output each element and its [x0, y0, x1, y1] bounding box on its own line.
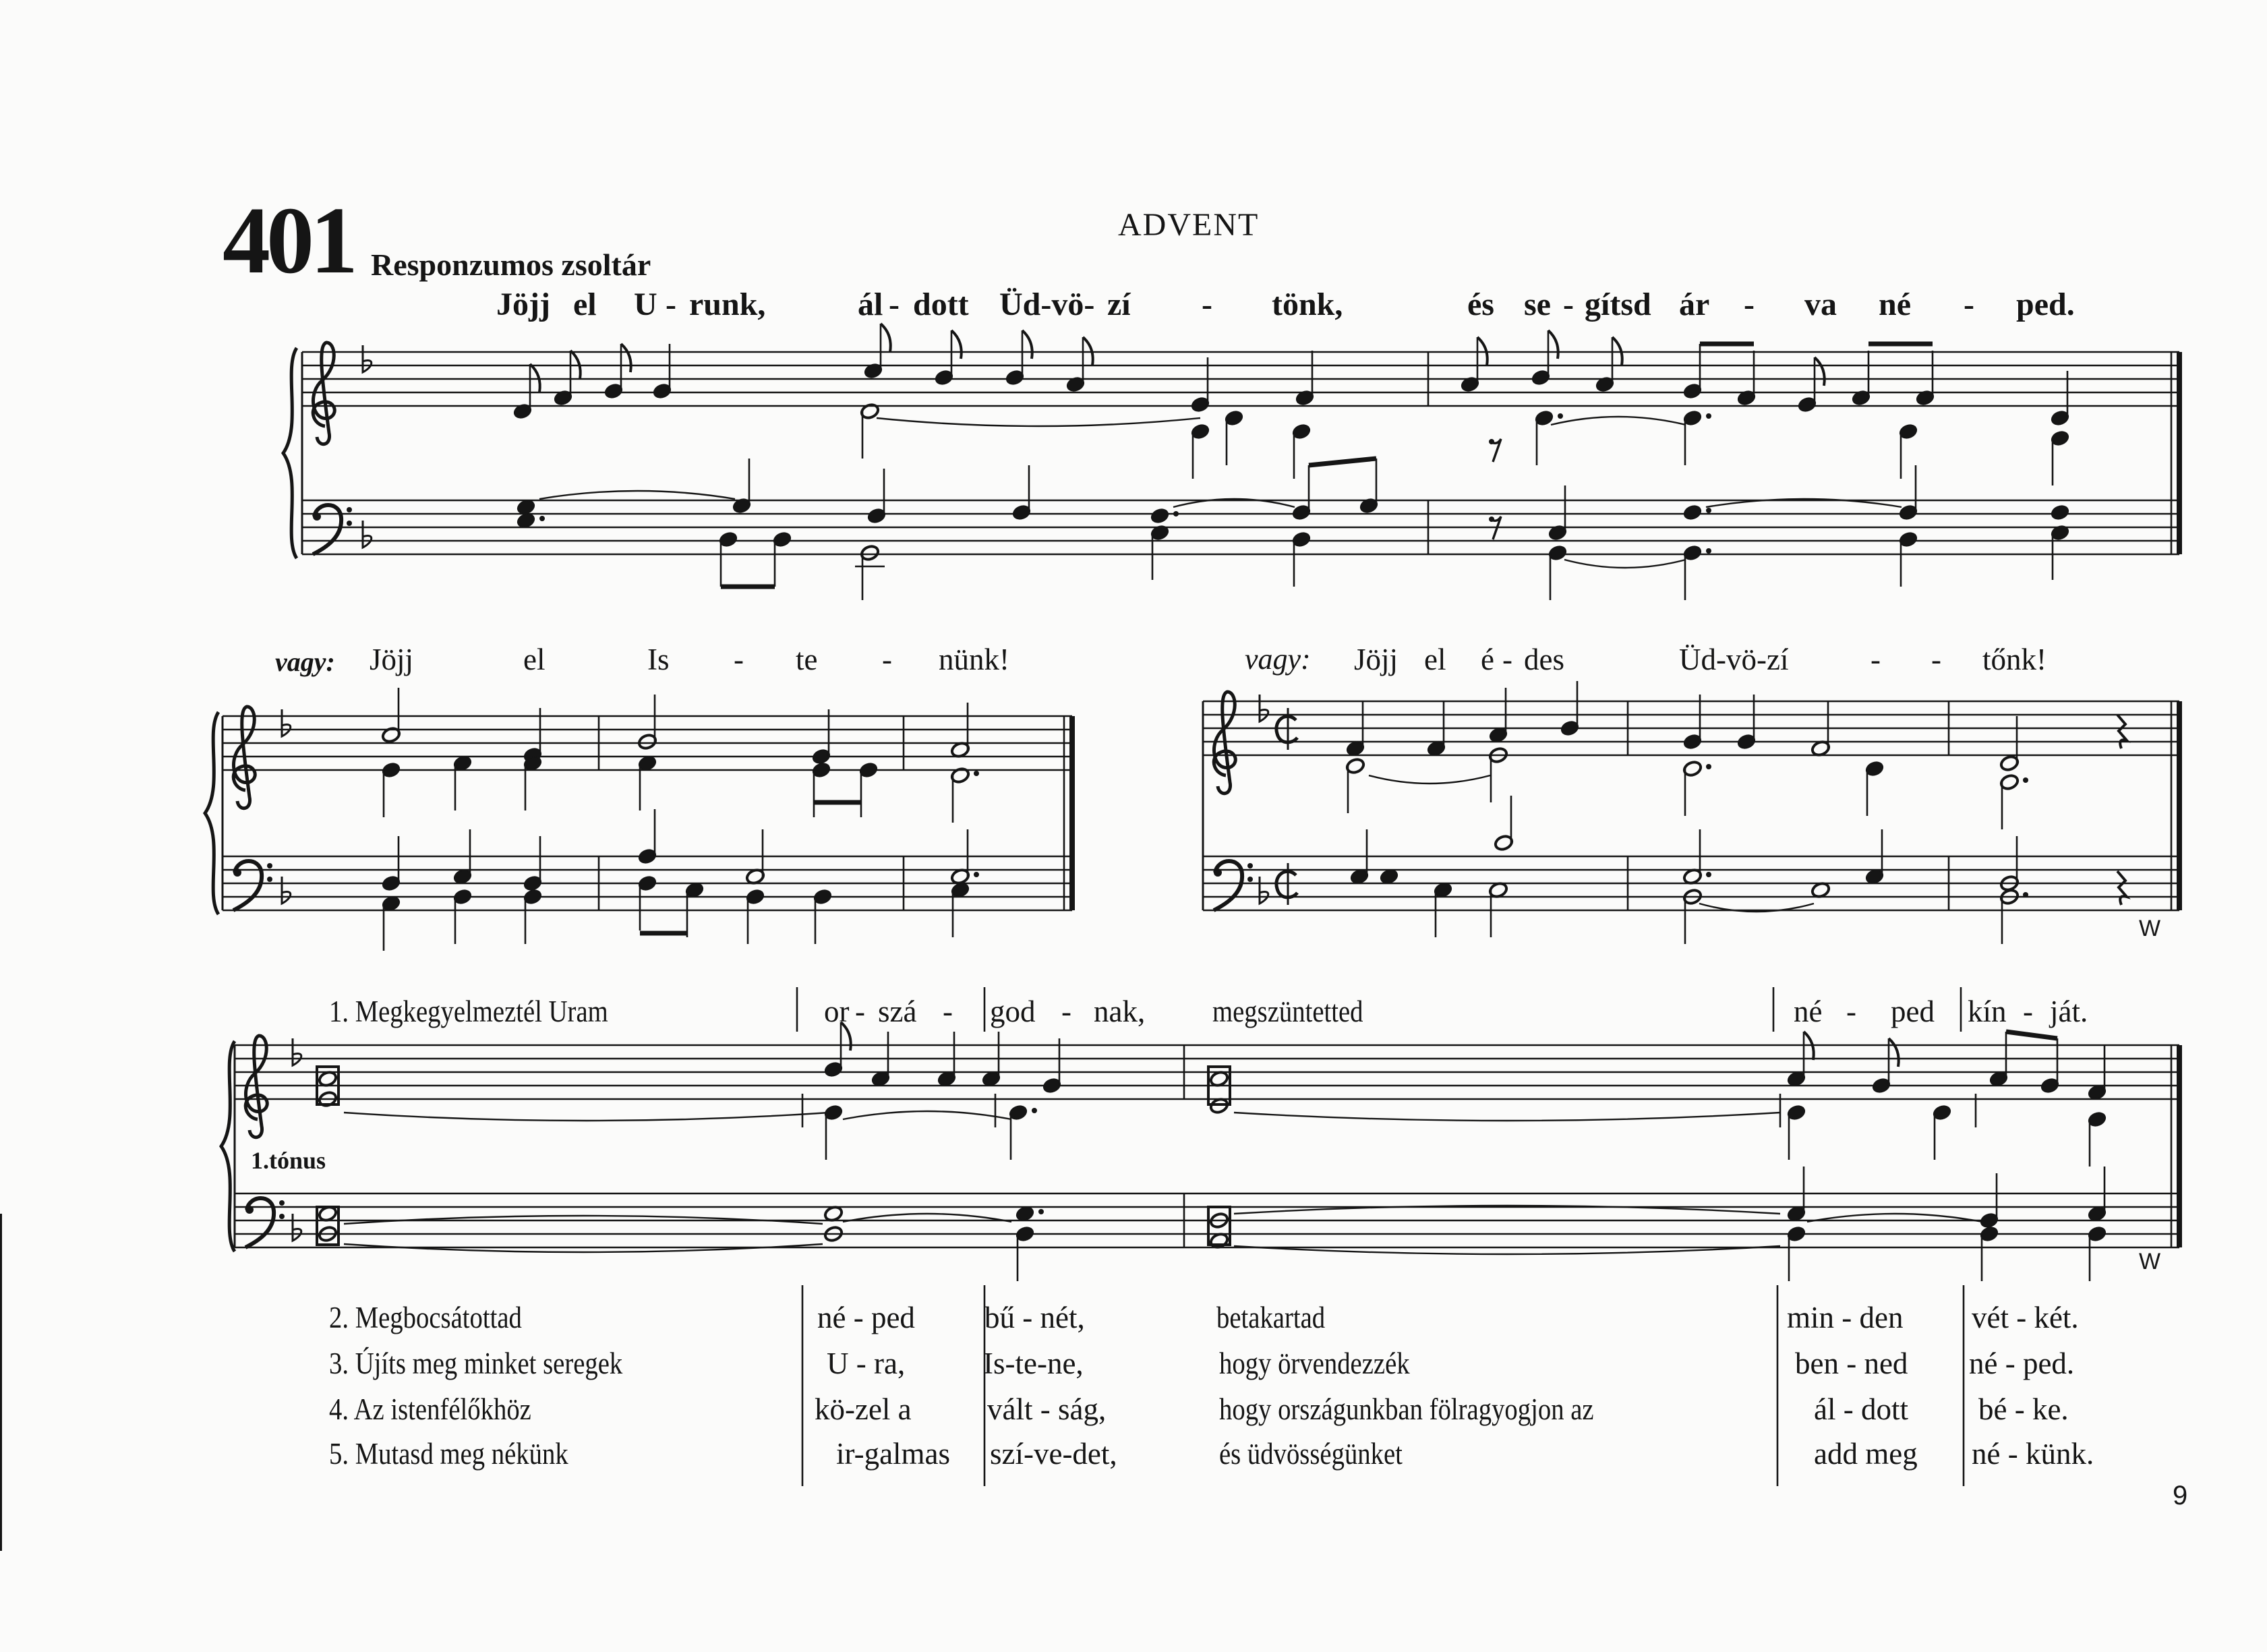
eighth-rest — [1489, 517, 1494, 522]
lyric-syllable: - — [2023, 995, 2033, 1028]
tie — [1564, 560, 1686, 568]
flat-sign — [293, 1038, 301, 1065]
verse-text: bű - nét, — [984, 1301, 1085, 1334]
flat-sign — [282, 709, 291, 736]
verse-text: kö-zel a — [815, 1392, 912, 1426]
dot — [539, 516, 545, 521]
dot — [2023, 892, 2028, 897]
lyric-syllable: - — [889, 287, 900, 322]
eighth-rest — [1489, 439, 1494, 444]
cut-time — [1276, 716, 1297, 742]
dot — [1032, 1108, 1037, 1113]
lyric-syllable: va — [1804, 287, 1837, 322]
bass-clef-dot — [347, 521, 352, 526]
lyric-syllable: or — [824, 995, 850, 1028]
flat-sign — [1260, 877, 1268, 904]
lyric-syllable: se — [1524, 287, 1551, 322]
treble-clef — [233, 707, 255, 808]
note-flag — [621, 344, 631, 372]
note-flag — [1022, 330, 1032, 359]
verse-text: né - künk. — [1972, 1437, 2094, 1471]
lyric-syllable: - — [1202, 287, 1212, 322]
tie — [344, 1113, 829, 1121]
quarter-rest — [2117, 715, 2127, 748]
verse-text: vét - két. — [1972, 1301, 2079, 1334]
lyric-syllable: kín — [1968, 995, 2007, 1028]
lyric-syllable: el — [1424, 643, 1446, 676]
tie — [1234, 1113, 1780, 1121]
verse-text: szí-ve-det, — [990, 1437, 1117, 1471]
tie — [877, 418, 1200, 426]
dot — [2023, 777, 2028, 783]
tie — [1369, 775, 1490, 784]
bass-clef-dot — [347, 507, 352, 512]
lyric-syllable: Jöjj — [1354, 643, 1399, 676]
bass-clef — [1214, 861, 1242, 910]
lyric-syllable: - — [1871, 643, 1881, 676]
lyric-syllable: el — [573, 287, 597, 322]
dot — [1558, 413, 1563, 419]
beam — [2006, 1032, 2057, 1038]
verse-text: és üdvösségünket — [1219, 1437, 1403, 1471]
note-head — [1150, 507, 1170, 525]
note-flag — [881, 324, 891, 352]
lyric-syllable: Is — [647, 643, 670, 676]
verse-text: megszüntetted — [1212, 995, 1363, 1028]
verse-text: 1. Megkegyelmeztél Uram — [329, 995, 608, 1028]
lyric-syllable: runk, — [689, 287, 766, 322]
dot — [1038, 1209, 1044, 1214]
verse-text: ir-galmas — [836, 1437, 951, 1471]
w-mark: W — [2139, 916, 2161, 941]
lyric-syllable: U — [634, 287, 657, 322]
flat-sign — [363, 521, 372, 548]
lyric-syllable: Üd-vö-zí — [1679, 643, 1789, 676]
flat-sign — [1260, 695, 1268, 721]
lyric-syllable: - — [1964, 287, 1974, 322]
lyric-syllable: Üd-vö- — [999, 287, 1095, 322]
final-barline — [2177, 1045, 2182, 1247]
lyric-syllable: el — [523, 643, 546, 676]
verse-text: hogy országunkban fölragyogjon az — [1219, 1392, 1594, 1426]
dot — [974, 771, 979, 776]
flat-sign — [282, 877, 291, 904]
verse-text: betakartad — [1216, 1301, 1326, 1334]
note-head — [1682, 504, 1703, 521]
beam — [1309, 459, 1376, 465]
lyric-syllable: ped. — [2016, 287, 2075, 322]
lyric-syllable: - — [882, 643, 892, 676]
verse-text: né - ped — [817, 1301, 915, 1334]
final-barline — [2177, 352, 2182, 554]
lyric-syllable: gítsd — [1585, 287, 1651, 322]
hymn-number: 401 — [223, 187, 354, 293]
bass-clef — [313, 505, 341, 554]
lyric-syllable: te — [796, 643, 818, 676]
verse-text: ben - ned — [1795, 1347, 1908, 1380]
verse-text: add meg — [1814, 1437, 1918, 1471]
dot — [974, 872, 979, 877]
tie — [539, 491, 735, 499]
note-flag — [1889, 1038, 1899, 1067]
bass-clef-dot — [1214, 868, 1222, 877]
verse-text: bé - ke. — [1978, 1392, 2069, 1426]
lyric-syllable: tönk, — [1272, 287, 1343, 322]
lyric-syllable: dott — [913, 287, 969, 322]
treble-clef — [245, 1036, 267, 1138]
verse-text: 2. Megbocsátottad — [329, 1301, 522, 1334]
lyric-syllable: - — [1931, 643, 1941, 676]
bass-clef-dot — [279, 1200, 285, 1206]
verse-text: né - ped. — [1969, 1347, 2075, 1380]
lyric-syllable: ár — [1679, 287, 1710, 322]
verse-text: min - den — [1787, 1301, 1904, 1334]
lyric-syllable: - — [855, 995, 865, 1028]
lyric-syllable: né — [1794, 995, 1823, 1028]
bass-clef — [245, 1198, 274, 1247]
final-barline — [2177, 701, 2182, 910]
lyric-syllable: - — [1502, 643, 1512, 676]
lyric-syllable: tőnk! — [1982, 643, 2047, 676]
dot — [1173, 511, 1179, 517]
bass-clef-dot — [1247, 877, 1253, 882]
lyric-syllable: nak, — [1094, 995, 1146, 1028]
note-flag — [1815, 357, 1825, 386]
lyric-syllable: zí — [1107, 287, 1131, 322]
bass-clef-dot — [267, 877, 272, 882]
hymn-type: Responzumos zsoltár — [371, 247, 651, 282]
treble-clef — [313, 343, 334, 444]
flat-sign — [293, 1214, 301, 1241]
lyric-syllable: des — [1524, 643, 1564, 676]
bass-clef-dot — [233, 868, 241, 877]
verse-text: 4. Az istenfélőkhöz — [329, 1392, 531, 1426]
tonus-label: 1.tónus — [251, 1147, 326, 1174]
bass-clef-dot — [245, 1206, 254, 1214]
flat-sign — [363, 345, 372, 372]
brace — [221, 1041, 235, 1251]
verse-text: vált - ság, — [987, 1392, 1107, 1426]
vagy-label: vagy: — [1245, 643, 1311, 676]
dot — [1706, 872, 1711, 877]
lyric-syllable: ped — [1891, 995, 1935, 1028]
bass-clef-dot — [267, 863, 272, 868]
dot — [1706, 548, 1711, 554]
w-mark: W — [2139, 1249, 2161, 1274]
dot — [1706, 413, 1711, 419]
lyric-syllable: és — [1467, 287, 1494, 322]
lyric-syllable: né — [1879, 287, 1911, 322]
bass-clef-dot — [1247, 863, 1253, 868]
lyric-syllable: Jöjj — [370, 643, 414, 676]
verse-text: 5. Mutasd meg nékünk — [329, 1437, 568, 1471]
lyric-syllable: - — [666, 287, 676, 322]
bass-clef-dot — [313, 512, 321, 521]
note-flag — [951, 330, 962, 359]
verse-text: 3. Újíts meg minket seregek — [329, 1347, 623, 1380]
dot — [1706, 764, 1711, 769]
tie — [1551, 417, 1686, 425]
bass-clef — [233, 861, 262, 910]
lyric-syllable: - — [943, 995, 953, 1028]
verse-text: U - ra, — [827, 1347, 906, 1380]
lyric-syllable: ját. — [2050, 995, 2088, 1028]
cut-time — [1276, 871, 1297, 897]
page-number: 9 — [2173, 1481, 2188, 1510]
treble-clef — [1214, 692, 1235, 794]
note-flag — [1548, 330, 1558, 359]
lyric-syllable: é — [1481, 643, 1494, 676]
lyric-syllable: - — [734, 643, 744, 676]
vagy-label: vagy: — [275, 647, 335, 677]
lyric-syllable: - — [1061, 995, 1071, 1028]
note-head — [2050, 504, 2070, 521]
lyric-syllable: szá — [878, 995, 917, 1028]
lyric-syllable: - — [1563, 287, 1574, 322]
verse-text: hogy örvendezzék — [1219, 1347, 1410, 1380]
section-title: ADVENT — [1118, 207, 1260, 243]
brace — [283, 348, 297, 558]
verse-text: Is-te-ne, — [983, 1347, 1084, 1380]
tie — [843, 1111, 1011, 1119]
lyric-syllable: nünk! — [939, 643, 1009, 676]
lyric-syllable: ál — [858, 287, 883, 322]
bass-clef-dot — [279, 1214, 285, 1219]
lyric-syllable: god — [990, 995, 1036, 1028]
brace — [205, 712, 218, 914]
lyric-syllable: - — [1846, 995, 1856, 1028]
verse-text: ál - dott — [1814, 1392, 1908, 1426]
lyric-syllable: - — [1744, 287, 1755, 322]
dot — [1706, 508, 1711, 513]
final-barline — [1069, 716, 1075, 910]
lyric-syllable: Jöjj — [496, 287, 550, 322]
quarter-rest — [2117, 871, 2127, 905]
